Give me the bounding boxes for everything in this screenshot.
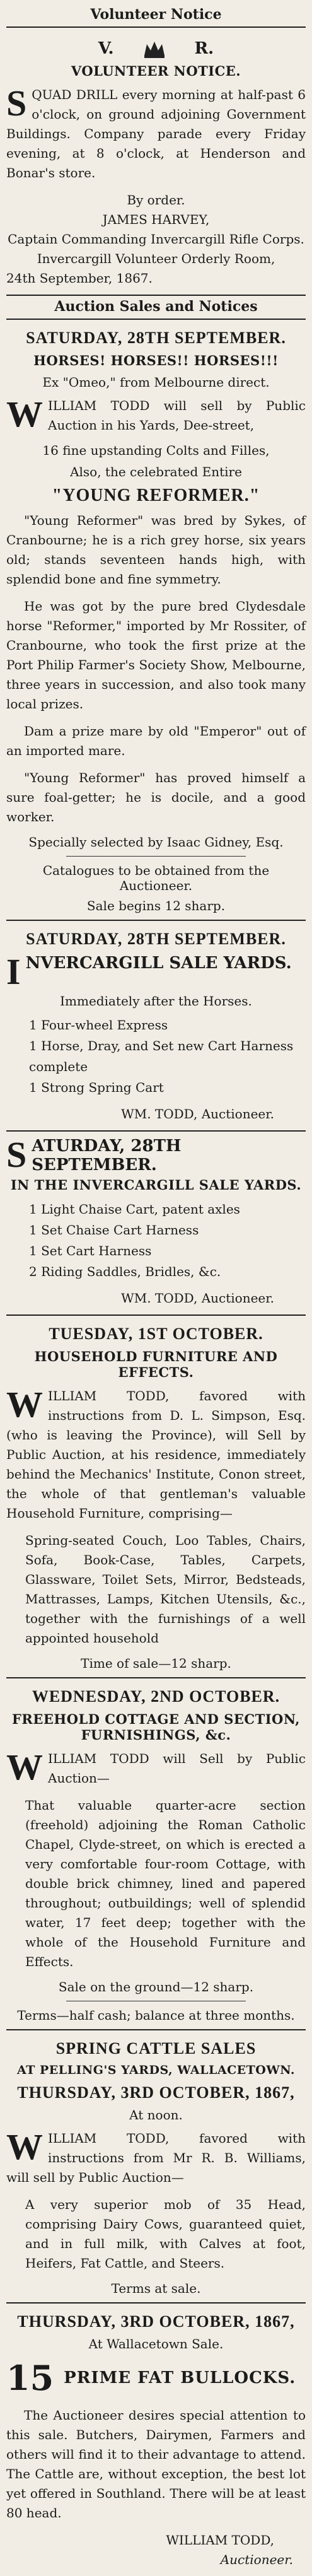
cattle-location: AT PELLING'S YARDS, WALLACETOWN. — [17, 2063, 295, 2078]
date-title: THURSDAY, 3RD OCTOBER, 1867, — [17, 2083, 295, 2102]
auction-header: Auction Sales and Notices — [6, 296, 306, 320]
young-reformer-title: "YOUNG REFORMER." — [52, 486, 260, 505]
sale-yards-title: INVERCARGILL SALE YARDS. — [6, 951, 292, 992]
signature: WM. TODD, Auctioneer. — [121, 1106, 274, 1122]
volunteer-notice — [6, 28, 306, 296]
todd-intro: WILLIAM TODD will sell by Public Auction in his Yards, Dee-street, — [6, 394, 306, 435]
sale-begins: Sale begins 12 sharp. — [86, 898, 226, 913]
date-title: SATURDAY, 28TH SEPTEMBER. — [6, 1134, 182, 1176]
notice-body: SQUAD DRILL every morning at half-past 6 o'clock, on ground adjoining Government Buildings. Company parade every Friday evening, at 8 o'clock, at Henderson and Bonar's store. — [6, 83, 306, 180]
bullocks-title-row — [6, 2358, 306, 2398]
selected-by: Specially selected by Isaac Gidney, Esq. — [28, 834, 284, 850]
auction-cattle — [6, 2030, 306, 2304]
sale-yards-sub: IN THE INVERCARGILL SALE YARDS. — [10, 1177, 302, 1193]
time-of-sale: Time of sale—12 sharp. — [81, 1656, 231, 1671]
todd-intro: WILLIAM TODD, favored with instructions from Mr R. B. Williams, will sell by Public Auction— — [6, 2126, 306, 2186]
household-title: HOUSEHOLD FURNITURE AND EFFECTS. — [34, 1349, 278, 1381]
at-noon: At noon. — [129, 2107, 183, 2123]
list-item: 1 Horse, Dray, and Set new Cart Harness complete — [29, 1038, 294, 1075]
cattle-description: A very superior mob of 35 Head, comprising Dairy Cows, guaranteed quiet, and in full milk, with Calves at foot, Heifers, Fat Cattle, and Steers. — [25, 2197, 306, 2271]
auction-saddles — [6, 1132, 306, 1316]
cattle-title: SPRING CATTLE SALES — [55, 2039, 257, 2058]
notice-by: By order. — [127, 192, 185, 208]
sale-on-ground: Sale on the ground—12 sharp. — [58, 1979, 254, 1995]
volunteer-notice-header: Volunteer Notice — [6, 4, 306, 28]
date-title: TUESDAY, 1ST OCTOBER. — [49, 1325, 263, 1344]
bullocks-description: The Auctioneer desires special attention to this sale. Butchers, Dairymen, Farmers and others will find it to their advantage to attend. The Cattle are, without exception, the best lot yet offered in Southland. There will be at least 80 head. — [6, 2408, 306, 2521]
notice-rank: Captain Commanding Invercargill Rifle Corps. — [8, 231, 304, 247]
divider — [66, 856, 246, 857]
crown-icon — [142, 38, 167, 59]
date-title: THURSDAY, 3RD OCTOBER, 1867, — [17, 2312, 295, 2331]
bullock-count: 15 — [6, 2358, 54, 2399]
list-item: 1 Strong Spring Cart — [29, 1080, 164, 1096]
signature: WM. TODD, Auctioneer. — [121, 1291, 274, 1306]
date-title: WEDNESDAY, 2ND OCTOBER. — [32, 1687, 280, 1706]
wallacetown-sale: At Wallacetown Sale. — [88, 2336, 224, 2352]
horses-title: HORSES! HORSES!! HORSES!!! — [33, 353, 279, 368]
young-reformer-p2: He was got by the pure bred Clydesdale horse "Reformer," imported by Mr Rossiter, of Cranbourne, who took the first prize at the Port Philip Farmer's Society Show, Melbourne, three years in succession, and also took many local prizes. — [6, 599, 306, 711]
young-reformer-p3: Dam a prize mare by old "Emperor" out of an imported mare. — [6, 723, 306, 758]
list-item: 1 Four-wheel Express — [29, 1017, 168, 1033]
date-title: SATURDAY, 28TH SEPTEMBER. — [26, 930, 286, 948]
auction-sale-yards — [6, 921, 306, 1132]
list-item: 2 Riding Saddles, Bridles, &c. — [29, 1264, 221, 1280]
notice-name: JAMES HARVEY, — [102, 212, 210, 227]
date-title: SATURDAY, 28TH SEPTEMBER. — [26, 329, 286, 347]
young-reformer-p4: "Young Reformer" has proved himself a sure foal-getter; he is docile, and a good worker. — [6, 770, 306, 824]
also-line: Also, the celebrated Entire — [70, 464, 242, 479]
list-item: 1 Set Cart Harness — [29, 1243, 152, 1259]
auction-horses — [6, 320, 306, 921]
notice-date: 24th September, 1867. — [6, 271, 153, 286]
signature: WILLIAM TODD, — [166, 2532, 274, 2548]
list-item: 1 Set Chaise Cart Harness — [29, 1222, 199, 1238]
terms: Terms—half cash; balance at three months. — [17, 2008, 295, 2023]
colts-line: 16 fine upstanding Colts and Filles, — [42, 443, 270, 458]
catalogues: Catalogues to be obtained from the Auctioneer. — [42, 863, 270, 893]
todd-intro: WILLIAM TODD, favored with instructions from D. L. Simpson, Esq. (who is leaving the Province), will Sell by Public Auction, at his residence, immediately behind the Mechanics' Institute, Conon street, the whole of that gentleman's valuable Household Furniture, comprising— — [6, 1384, 306, 1521]
notice-title: VOLUNTEER NOTICE. — [71, 63, 241, 79]
royal-emblem — [6, 38, 306, 59]
young-reformer-p1: "Young Reformer" was bred by Sykes, of Cranbourne; he is a rich grey horse, six years old; stands seventeen hands high, with splendid bone and fine symmetry. — [6, 513, 306, 587]
terms-at-sale: Terms at sale. — [111, 2281, 201, 2297]
emblem-v: V. — [98, 39, 114, 58]
auction-cottage — [6, 1678, 306, 2030]
notice-room: Invercargill Volunteer Orderly Room, — [37, 251, 275, 266]
auctioneer-title: Auctioneer. — [220, 2552, 293, 2568]
after-horses: Immediately after the Horses. — [60, 993, 252, 1009]
list-item: 1 Light Chaise Cart, patent axles — [29, 1202, 240, 1217]
auction-furniture — [6, 1316, 306, 1678]
emblem-r: R. — [194, 39, 214, 58]
item-list — [29, 1199, 306, 1282]
furniture-list: Spring-seated Couch, Loo Tables, Chairs, Sofa, Book-Case, Tables, Carpets, Glassware, Toilet Sets, Mirror, Bedsteads, Mattrasses, Lamps, Kitchen Utensils, &c., together with the furnishings of a well appointed household — [25, 1533, 306, 1646]
todd-intro: WILLIAM TODD will Sell by Public Auction— — [6, 1747, 306, 1788]
item-list — [29, 1015, 306, 1098]
freehold-title: FREEHOLD COTTAGE AND SECTION, FURNISHINGS, &c. — [11, 1711, 300, 1743]
cottage-description: That valuable quarter-acre section (freehold) adjoining the Roman Catholic Chapel, Clyde-street, on which is erected a very comfortable four-room Cottage, with double brick chimney, lined and papered throughout; outbuildings; well of splendid water, 17 feet deep; together with the whole of the Household Furniture and Effects. — [25, 1798, 306, 1970]
bullocks-title: PRIME FAT BULLOCKS. — [64, 2368, 296, 2388]
ex-omeo: Ex "Omeo," from Melbourne direct. — [42, 375, 270, 390]
auction-bullocks — [6, 2304, 306, 2576]
